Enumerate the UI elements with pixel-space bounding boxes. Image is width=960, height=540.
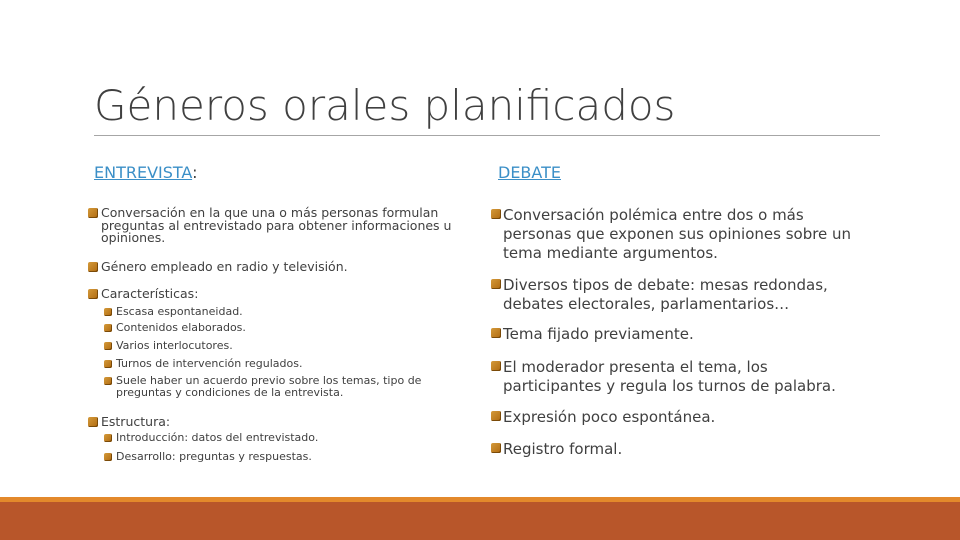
sub-list-item-text: Turnos de intervención regulados.: [116, 357, 303, 370]
debate-heading-label: DEBATE: [498, 163, 561, 182]
slide-title: Géneros orales planificados: [94, 81, 676, 130]
entrevista-heading: [94, 163, 197, 183]
sub-list-item-text: Suele haber un acuerdo previo sobre los temas, tipo de preguntas y condiciones de la entrevista.: [116, 374, 422, 399]
list-item: [491, 408, 715, 427]
sub-list-item: [104, 340, 233, 352]
list-item-text: Estructura:: [101, 414, 171, 429]
sub-list-item-text: Varios interlocutores.: [116, 339, 233, 352]
debate-heading: [498, 163, 561, 183]
list-item: [491, 358, 836, 396]
title-divider: [94, 135, 880, 136]
list-item-text: Conversación polémica entre dos o más personas que exponen sus opiniones sobre un tema mediante argumentos.: [503, 206, 852, 262]
sub-list-item-text: Contenidos elaborados.: [116, 321, 246, 334]
sub-list-item: [104, 451, 312, 463]
sub-list-item: [104, 306, 243, 318]
checkbox-bullet-icon: [491, 411, 501, 421]
list-item-text: Características:: [101, 286, 199, 301]
list-item: [491, 206, 851, 263]
list-item-text: Expresión poco espontánea.: [503, 408, 716, 426]
checkbox-bullet-icon: [491, 279, 501, 289]
checkbox-bullet-icon: [104, 324, 112, 332]
sub-list-item-text: Introducción: datos del entrevistado.: [116, 431, 319, 444]
list-item-text: Tema fijado previamente.: [503, 325, 694, 343]
checkbox-bullet-icon: [491, 443, 501, 453]
sub-list-item-text: Desarrollo: preguntas y respuestas.: [116, 450, 312, 463]
list-item: [491, 276, 828, 314]
checkbox-bullet-icon: [491, 361, 501, 371]
checkbox-bullet-icon: [88, 417, 98, 427]
sub-list-item-text: Escasa espontaneidad.: [116, 305, 243, 318]
checkbox-bullet-icon: [88, 208, 98, 218]
list-item: [88, 416, 170, 429]
sub-list-item: [104, 375, 421, 398]
checkbox-bullet-icon: [104, 453, 112, 461]
checkbox-bullet-icon: [104, 360, 112, 368]
sub-list-item: [104, 358, 302, 370]
list-item-text: El moderador presenta el tema, los participantes y regula los turnos de palabra.: [503, 358, 836, 395]
list-item: [491, 440, 622, 459]
checkbox-bullet-icon: [104, 377, 112, 385]
checkbox-bullet-icon: [88, 262, 98, 272]
list-item-text: Registro formal.: [503, 440, 623, 458]
entrevista-heading-label: ENTREVISTA: [94, 163, 193, 182]
list-item: [88, 261, 348, 274]
checkbox-bullet-icon: [491, 209, 501, 219]
checkbox-bullet-icon: [104, 342, 112, 350]
checkbox-bullet-icon: [104, 308, 112, 316]
list-item-text: Género empleado en radio y televisión.: [101, 259, 348, 274]
list-item: [88, 207, 451, 245]
heading-colon: :: [192, 163, 198, 182]
sub-list-item: [104, 432, 318, 444]
checkbox-bullet-icon: [88, 289, 98, 299]
list-item: [88, 288, 198, 301]
checkbox-bullet-icon: [104, 434, 112, 442]
sub-list-item: [104, 322, 246, 334]
list-item-text: Conversación en la que una o más personas formulan preguntas al entrevistado para obtener informaciones u opiniones.: [101, 205, 452, 245]
list-item: [491, 325, 694, 344]
list-item-text: Diversos tipos de debate: mesas redondas, debates electorales, parlamentarios…: [503, 276, 828, 313]
footer-band: [0, 502, 960, 540]
checkbox-bullet-icon: [491, 328, 501, 338]
